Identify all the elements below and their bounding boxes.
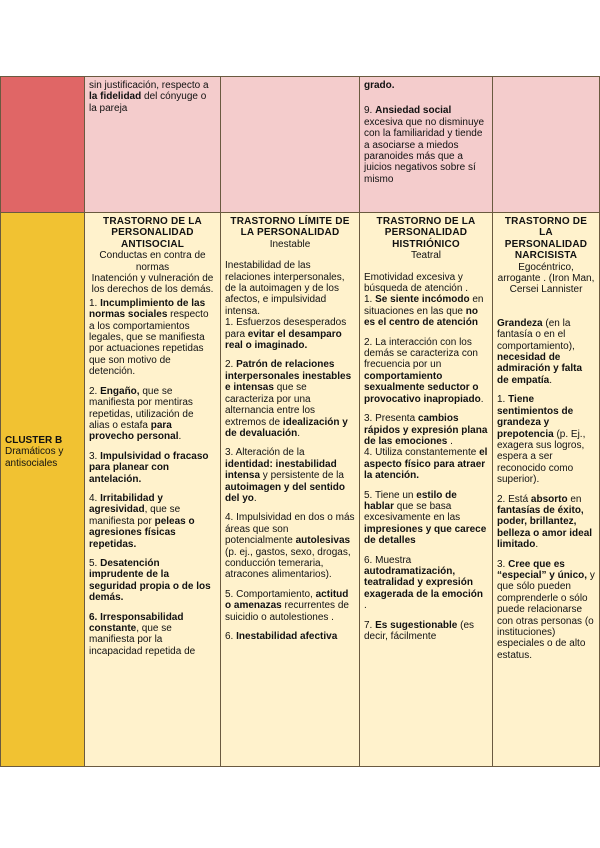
narcisista-criterion-3: 3. Cree que es “especial” y único, y que sólo pueden comprenderle o sólo puede relacionarse con otras personas (o instituciones) especiales o de alto estatus.: [497, 558, 595, 661]
histrionico-criterion-5: 5. Tiene un estilo de hablar que se basa excesivamente en las impresiones y que carece de detalles: [364, 489, 487, 547]
antisocial-subtitle-1: Conductas en contra de normas: [99, 250, 206, 273]
limite-title: TRASTORNO LÍMITE DE LA PERSONALIDAD: [230, 216, 350, 239]
histrionico-criterion-2: 2. La interacción con los demás se caracteriza con frecuencia por un comportamiento sexualmente seductor o provocativo inapropiado.: [364, 336, 484, 405]
limite-criterion-6: 6. Inestabilidad afectiva: [225, 631, 338, 642]
top-col3-bold: grado.: [364, 80, 395, 91]
antisocial-criterion-4: 4. Irritabilidad y agresividad, que se manifiesta por peleas o agresiones físicas repetidas.: [89, 492, 195, 550]
top-row-narcisista-cell: [492, 76, 600, 213]
histrionico-subtitle: Teatral: [410, 250, 441, 262]
narcisista-criterion-1: 1. Tiene sentimientos de grandeza y prepotencia (p. Ej., exagera sus logros, espera a ser reconocido como superior).: [497, 394, 586, 486]
limite-criterion-5: 5. Comportamiento, actitud o amenazas recurrentes de suicidio o autolestiones .: [225, 588, 349, 623]
histrionico-criterion-3: 3. Presenta cambios rápidos y expresión plana de las emociones .: [364, 413, 488, 447]
top-row-histrionico-cell: [359, 76, 493, 213]
limite-criterion-1: 1. Esfuerzos desesperados para evitar el desamparo real o imaginado.: [225, 317, 347, 352]
cluster-b-cell: [0, 212, 85, 767]
cluster-desc: Dramáticos y antisociales: [5, 446, 64, 469]
top-row-antisocial-cell: sin justificación, respecto a la fidelidad del cónyuge o la pareja: [84, 76, 221, 213]
narcisista-criterion-2: 2. Está absorto en fantasías de éxito, poder, brillantez, belleza o amor ideal limitado.: [497, 493, 593, 551]
histrionico-criterion-1: 1. Se siente incómodo en situaciones en las que no es el centro de atención: [364, 294, 484, 329]
antisocial-criterion-6: 6. Irresponsabilidad constante, que se manifiesta por la incapacidad repetida de: [89, 611, 196, 657]
top-col1-text: sin justificación, respecto: [89, 80, 201, 91]
antisocial-criterion-2: 2. Engaño, que se manifiesta por mentiras repetidas, utilización de alias o estafa para provecho personal.: [89, 385, 194, 443]
narcisista-cell: [492, 212, 600, 767]
limite-intro: Inestabilidad de las relaciones interpersonales, de la autoimagen y de los afectos, e impulsividad intensa.: [225, 260, 345, 317]
histrionico-criterion-7: 7. Es sugestionable (es decir, fácilmente: [364, 619, 475, 642]
histrionico-cell: [359, 212, 493, 767]
limite-criterion-2: 2. Patrón de relaciones interpersonales inestables e intensas que se caracteriza por una alternancia entre los extremos de idealización y de devaluación.: [225, 359, 352, 439]
cluster-label: CLUSTER B: [5, 435, 63, 446]
antisocial-criterion-1: 1. Incumplimiento de las normas sociales respecto a los comportamientos legales, que se manifiesta por actuaciones repetidas que son motivo de detención.: [89, 297, 209, 378]
narcisista-intro: Grandeza (en la fantasía o en el comportamiento), necesidad de admiración y falta de empatía.: [497, 317, 583, 386]
histrionico-intro: Emotividad excesiva y búsqueda de atención .: [364, 271, 468, 295]
limite-criterion-4: 4. Impulsividad en dos o más áreas que son potencialmente autolesivas (p. ej., gastos, sexo, drogas, conducción temeraria, atracones alimentarios).: [225, 512, 355, 581]
personality-disorders-table: [0, 76, 600, 767]
histrionico-criterion-6: 6. Muestra autodramatización, teatralidad y expresión exagerada de la emoción .: [364, 554, 483, 612]
antisocial-cell: [84, 212, 221, 767]
histrionico-title: TRASTORNO DE LA PERSONALIDAD HISTRIÓNICO: [376, 216, 476, 250]
antisocial-criterion-5: 5. Desatención imprudente de la seguridad propia o de los demás.: [89, 557, 211, 604]
criterion-9-ansiedad-social: 9. Ansiedad social excesiva que no disminuye con la familiaridad y tiende a asociarse a miedos paranoides más que a juicios negativos sobre sí mismo: [364, 105, 485, 185]
histrionico-criterion-4: 4. Utiliza constantemente el aspecto físico para atraer la atención.: [364, 447, 488, 482]
narcisista-subtitle-1: Egocéntrico,: [518, 261, 574, 273]
antisocial-title: TRASTORNO DE LA PERSONALIDAD ANTISOCIAL: [103, 216, 202, 250]
antisocial-subtitle-2: Inatención y vulneración de los derechos de los demás.: [91, 273, 214, 296]
limite-cell: [220, 212, 360, 767]
top-row-limite-cell: [220, 76, 360, 213]
narcisista-title: TRASTORNO DE LA PERSONALIDAD NARCISISTA: [504, 216, 588, 262]
limite-subtitle: Inestable: [269, 238, 311, 250]
narcisista-subtitle-2: arrogante . (Iron Man, Cersei Lannister: [497, 273, 595, 296]
limite-criterion-3: 3. Alteración de la identidad: inestabilidad intensa y persistente de la autoimagen y del sentido del yo.: [225, 447, 346, 504]
antisocial-criterion-3: 3. Impulsividad o fracaso para planear con antelación.: [89, 450, 209, 485]
top-col1-bold: la fidelidad: [89, 91, 142, 103]
top-row-label-cell: [0, 76, 85, 213]
